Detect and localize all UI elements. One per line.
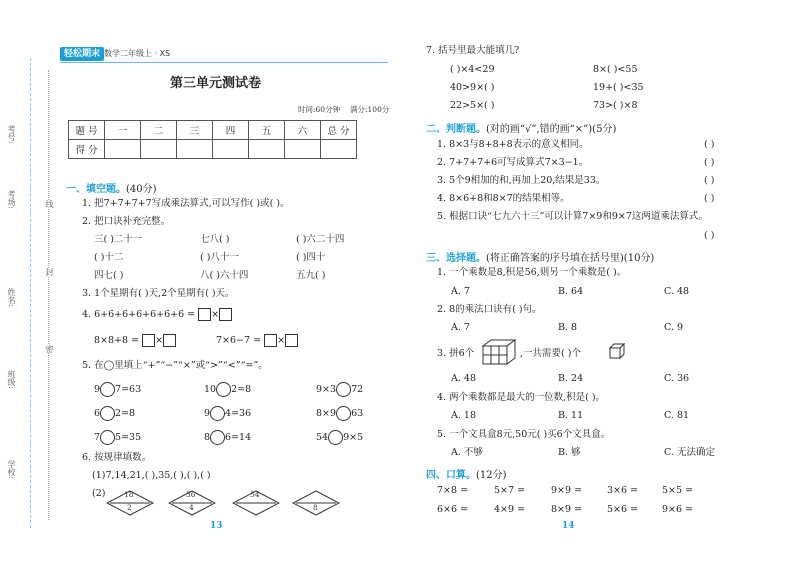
q5-item bbox=[316, 382, 363, 397]
answer-box[interactable] bbox=[198, 308, 211, 321]
binding-dots bbox=[48, 70, 49, 520]
q5-item bbox=[316, 430, 363, 445]
q2-item: 三( )二十一 bbox=[94, 234, 143, 245]
exam-score: 满分:100分 bbox=[350, 105, 390, 114]
choice-option[interactable]: C. 36 bbox=[664, 373, 690, 384]
q5-right: 63 bbox=[351, 408, 364, 419]
choice-option[interactable]: A. 7 bbox=[451, 286, 470, 297]
q2: 2. 把口诀补充完整。 bbox=[82, 216, 171, 227]
operator-circle[interactable] bbox=[210, 406, 225, 421]
q5-right: 7=63 bbox=[115, 384, 142, 395]
q5-left: 8×9 bbox=[316, 408, 337, 419]
page-title: 第三单元测试卷 bbox=[170, 76, 262, 91]
section-4-title: 四、口算。 bbox=[426, 470, 476, 481]
answer-box[interactable] bbox=[219, 308, 232, 321]
section-3-heading bbox=[426, 249, 654, 264]
operator-circle[interactable] bbox=[216, 382, 231, 397]
q5-left: 6 bbox=[94, 408, 101, 419]
q5-item bbox=[204, 406, 251, 421]
oral-item: 6×6 = bbox=[437, 504, 469, 515]
diamond-bottom: 4 bbox=[189, 503, 194, 512]
choice-option[interactable]: B. 够 bbox=[558, 447, 581, 458]
oral-item: 9×9 = bbox=[551, 485, 583, 496]
oral-item: 3×6 = bbox=[607, 485, 639, 496]
q4-expr: 7×6−7 = bbox=[216, 335, 262, 346]
q6: 6. 按规律填数。 bbox=[82, 452, 152, 463]
oral-item: 5×5 = bbox=[662, 485, 694, 496]
q4-expr: 4. 6+6+6+6+6+6+6 = bbox=[82, 309, 196, 320]
score-input[interactable] bbox=[285, 140, 321, 159]
section-4-heading bbox=[426, 466, 507, 481]
choice-question: 1. 一个乘数是8,积是56,则另一个乘数是( )。 bbox=[437, 267, 627, 278]
choice-option[interactable]: C. 81 bbox=[664, 410, 690, 421]
q5-left: 54 bbox=[316, 432, 329, 443]
q5-left: 9 bbox=[204, 408, 211, 419]
q7-item: 40>9×( ) bbox=[450, 82, 495, 93]
q5-item bbox=[204, 430, 251, 445]
choice-question: 4. 两个乘数都是最大的一位数,积是( )。 bbox=[437, 392, 606, 403]
choice-option[interactable]: B. 8 bbox=[558, 322, 578, 333]
q5: 5. 在◯里填上“+”“−”“×”或“>”“<”“=”。 bbox=[82, 360, 268, 371]
q3: 3. 1个星期有( )天,2个星期有( )天。 bbox=[82, 288, 235, 299]
page-number-left: 13 bbox=[210, 521, 223, 531]
q7-item: 19+( )<35 bbox=[593, 82, 644, 93]
score-cell: 总 分 bbox=[321, 121, 357, 140]
q5-right: 5=35 bbox=[115, 432, 142, 443]
q5-right: 9×5 bbox=[343, 432, 364, 443]
q2-item: 七八( ) bbox=[200, 234, 230, 245]
single-cube-figure bbox=[609, 343, 625, 359]
q2-item: ( )十二 bbox=[94, 252, 124, 263]
q7-item: 22>5×( ) bbox=[450, 100, 495, 111]
page-number-right: 14 bbox=[562, 521, 575, 531]
q7-item: ( )×4<29 bbox=[450, 64, 495, 75]
answer-box[interactable] bbox=[264, 334, 277, 347]
operator-circle[interactable] bbox=[100, 430, 115, 445]
q5-item bbox=[94, 382, 141, 397]
q5-right: 2=8 bbox=[115, 408, 136, 419]
judge-answer[interactable]: ( ) bbox=[704, 193, 715, 204]
judge-answer[interactable]: ( ) bbox=[704, 157, 715, 168]
q2-item: 八( )六十四 bbox=[200, 270, 249, 281]
choice-option[interactable]: C. 无法确定 bbox=[664, 447, 715, 458]
score-header-row bbox=[69, 121, 357, 140]
q5-item bbox=[204, 382, 251, 397]
score-input[interactable] bbox=[213, 140, 249, 159]
oral-item: 5×7 = bbox=[494, 485, 526, 496]
judge-item: 3. 5个9相加的和,再加上20,结果是33。 bbox=[437, 175, 606, 186]
section-1-title: 一、填空题。 bbox=[66, 184, 126, 195]
choice-option[interactable]: C. 9 bbox=[664, 322, 684, 333]
score-cell: 一 bbox=[105, 121, 141, 140]
oral-item: 5×6 = bbox=[607, 504, 639, 515]
exam-time: 时间:60分钟 bbox=[298, 105, 341, 114]
choice-q3-b: ,一共需要( )个 bbox=[520, 348, 581, 359]
header-rule bbox=[60, 62, 388, 63]
score-cell: 五 bbox=[249, 121, 285, 140]
q6-part1: (1)7,14,21,( ),35,( ),( ),( ) bbox=[92, 470, 211, 481]
q7-item: 73>( )×8 bbox=[593, 100, 638, 111]
score-cell: 六 bbox=[285, 121, 321, 140]
score-cell: 二 bbox=[141, 121, 177, 140]
q5-right: 72 bbox=[351, 384, 364, 395]
side-school: 学校: bbox=[7, 460, 16, 479]
q4-expr: 8×8+8 = bbox=[94, 335, 140, 346]
q5-left: 9 bbox=[94, 384, 101, 395]
cube-block-figure bbox=[481, 338, 517, 366]
judge-answer[interactable]: ( ) bbox=[704, 175, 715, 186]
judge-answer[interactable]: ( ) bbox=[704, 230, 715, 241]
q6-part2-label: (2) bbox=[92, 488, 106, 499]
choice-question: 2. 8的乘法口诀有( )句。 bbox=[437, 304, 542, 315]
q5-item bbox=[94, 406, 135, 421]
q5-right: 2=8 bbox=[231, 384, 252, 395]
side-secret-mark: 密 bbox=[45, 345, 54, 353]
operator-circle[interactable] bbox=[336, 382, 351, 397]
answer-box[interactable] bbox=[142, 334, 155, 347]
side-name: 姓名: bbox=[7, 288, 16, 307]
section-2-heading bbox=[426, 120, 616, 135]
judge-item: 2. 7+7+7+6可写成算式7×3−1。 bbox=[437, 157, 589, 168]
diamond-bottom: 2 bbox=[127, 503, 132, 512]
q7: 7. 括号里最大能填几? bbox=[426, 45, 520, 56]
diamond-top: 54 bbox=[250, 490, 260, 499]
choice-option[interactable]: A. 48 bbox=[451, 373, 476, 384]
diamond-bottom: 8 bbox=[313, 503, 318, 512]
choice-option[interactable]: A. 不够 bbox=[451, 447, 483, 458]
operator-circle[interactable] bbox=[100, 382, 115, 397]
q5-left: 8 bbox=[204, 432, 211, 443]
q4-line2: 8×8+8 = × bbox=[94, 334, 176, 347]
judge-answer[interactable]: ( ) bbox=[704, 139, 715, 150]
side-seal-mark: 封 bbox=[45, 268, 54, 276]
choice-option[interactable]: C. 48 bbox=[664, 286, 690, 297]
score-input[interactable] bbox=[177, 140, 213, 159]
diamond-top: 36 bbox=[186, 490, 196, 499]
score-input[interactable] bbox=[105, 140, 141, 159]
operator-circle[interactable] bbox=[336, 406, 351, 421]
diamond-top: 18 bbox=[124, 490, 134, 499]
q2-item: ( )四十 bbox=[296, 252, 326, 263]
q5-left: 10 bbox=[204, 384, 217, 395]
choice-option[interactable]: A. 7 bbox=[451, 322, 470, 333]
score-cell: 得 分 bbox=[69, 140, 105, 159]
q5-left: 9×3 bbox=[316, 384, 337, 395]
side-exam-no: 考号: bbox=[7, 125, 16, 144]
answer-box[interactable] bbox=[163, 334, 176, 347]
brand-logo: 轻松期末 bbox=[60, 47, 104, 61]
section-2-title: 二、判断题。 bbox=[426, 124, 486, 135]
q5-left: 7 bbox=[94, 432, 101, 443]
section-3-note: (将正确答案的序号填在括号里)(10分) bbox=[486, 253, 655, 264]
choice-option[interactable]: B. 24 bbox=[558, 373, 584, 384]
q2-item: ( )六二十四 bbox=[296, 234, 345, 245]
operator-circle[interactable] bbox=[328, 430, 343, 445]
score-input[interactable] bbox=[141, 140, 177, 159]
choice-question: 5. 一个文具盒8元,50元( )买6个文具盒。 bbox=[437, 429, 611, 440]
score-cell: 三 bbox=[177, 121, 213, 140]
q4-line3: 7×6−7 = × bbox=[216, 334, 298, 347]
judge-item: 5. 根据口诀“七九六十三”可以计算7×9和9×7这两道乘法算式。 bbox=[437, 211, 708, 222]
q2-item: ( )八十一 bbox=[200, 252, 239, 263]
q1: 1. 把7+7+7+7写成乘法算式,可以写作( )或( )。 bbox=[82, 198, 290, 209]
q5-right: 4=36 bbox=[225, 408, 252, 419]
book-subtitle: 数学二年级上 · XS bbox=[104, 49, 171, 58]
q5-right: 6=14 bbox=[225, 432, 252, 443]
score-table bbox=[68, 120, 357, 159]
score-input[interactable] bbox=[321, 140, 357, 159]
oral-item: 9×6 = bbox=[662, 504, 694, 515]
section-2-note: (对的画“√”,错的画“×”)(5分) bbox=[486, 124, 617, 135]
q2-item: 五九( ) bbox=[296, 270, 326, 281]
score-cell: 题 号 bbox=[69, 121, 105, 140]
choice-q3-a: 3. 拼6个 bbox=[437, 348, 475, 359]
side-line-mark: 线 bbox=[45, 200, 54, 208]
operator-circle[interactable] bbox=[210, 430, 225, 445]
judge-item: 4. 8×6+8和8×7的结果相等。 bbox=[437, 193, 570, 204]
score-input[interactable] bbox=[249, 140, 285, 159]
section-1-points: (40分) bbox=[126, 184, 157, 195]
binding-line bbox=[30, 58, 31, 528]
oral-item: 4×9 = bbox=[494, 504, 526, 515]
side-class: 班级: bbox=[7, 370, 16, 389]
q5-item bbox=[316, 406, 363, 421]
score-value-row bbox=[69, 140, 357, 159]
q2-item: 四七( ) bbox=[94, 270, 124, 281]
choice-option[interactable]: B. 11 bbox=[558, 410, 584, 421]
section-3-title: 三、选择题。 bbox=[426, 253, 486, 264]
section-4-points: (12分) bbox=[476, 470, 507, 481]
answer-box[interactable] bbox=[285, 334, 298, 347]
score-cell: 四 bbox=[213, 121, 249, 140]
choice-option[interactable]: A. 18 bbox=[451, 410, 476, 421]
q7-item: 8×( )<55 bbox=[593, 64, 638, 75]
oral-item: 8×9 = bbox=[551, 504, 583, 515]
q4-line1: 4. 6+6+6+6+6+6+6 = × bbox=[82, 308, 232, 321]
operator-circle[interactable] bbox=[100, 406, 115, 421]
judge-item: 1. 8×3与8+8+8表示的意义相同。 bbox=[437, 139, 589, 150]
side-room: 考场: bbox=[7, 190, 16, 209]
choice-option[interactable]: B. 64 bbox=[558, 286, 584, 297]
oral-item: 7×8 = bbox=[437, 485, 469, 496]
q5-item bbox=[94, 430, 141, 445]
section-1-heading bbox=[66, 180, 157, 195]
